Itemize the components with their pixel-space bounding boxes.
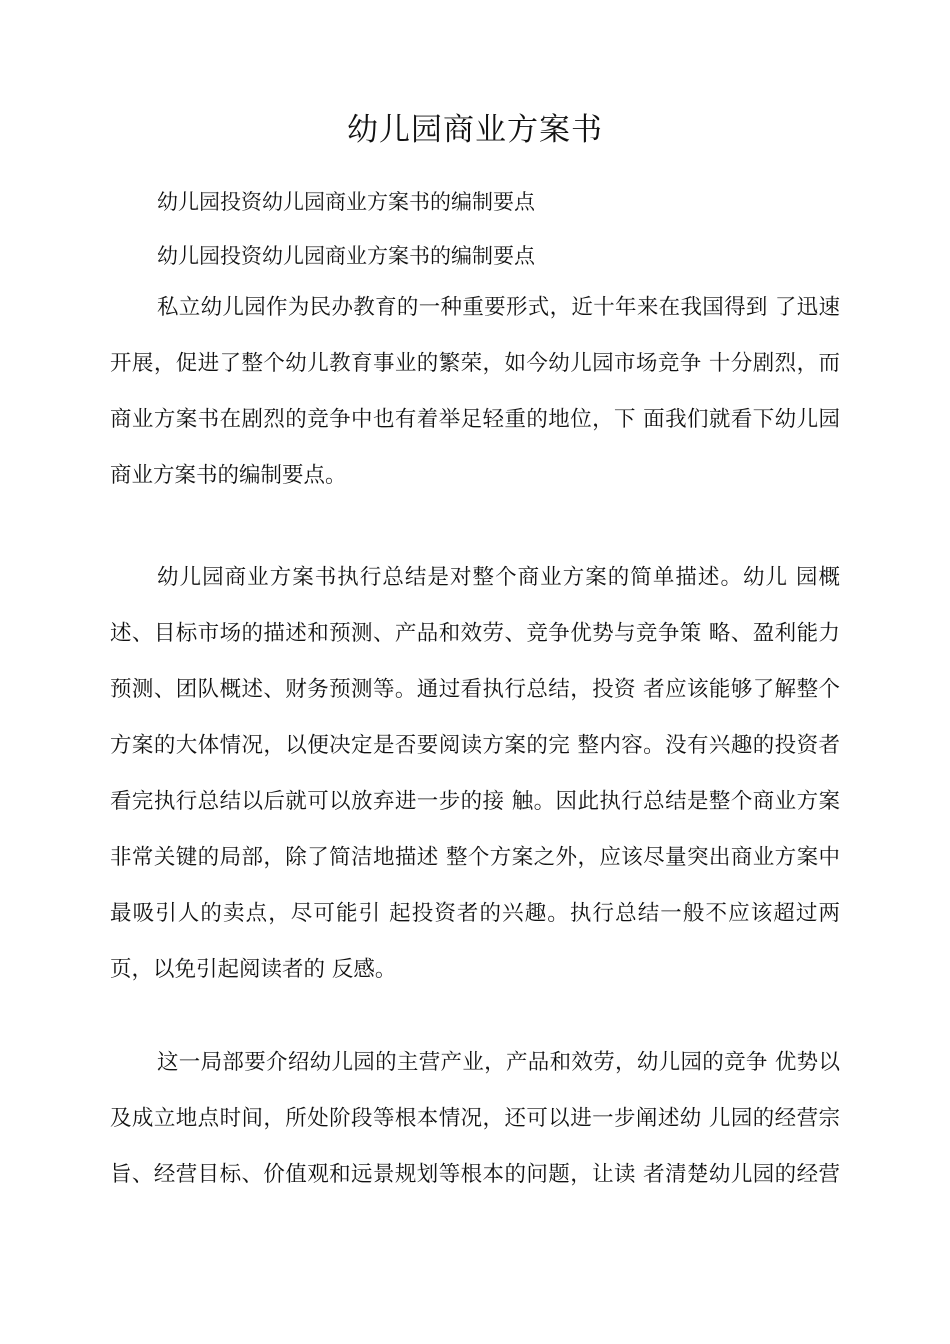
paragraph-line: 述、目标市场的描述和预测、产品和效劳、竞争优势与竞争策 略、盈利能力 [110,621,840,646]
paragraph-line: 幼儿园商业方案书执行总结是对整个商业方案的简单描述。幼儿 园概 [157,565,840,590]
paragraph-line: 预测、团队概述、财务预测等。通过看执行总结，投资 者应该能够了解整个 [110,677,840,702]
paragraph-line: 及成立地点时间，所处阶段等根本情况，还可以进一步阐述幼 儿园的经营宗 [110,1106,840,1131]
paragraph-line: 方案的大体情况，以便决定是否要阅读方案的完 整内容。没有兴趣的投资者 [110,733,840,758]
paragraph-line: 私立幼儿园作为民办教育的一种重要形式，近十年来在我国得到 了迅速 [157,295,840,320]
paragraph-line: 页，以免引起阅读者的 反感。 [110,957,397,982]
subheading-2: 幼儿园投资幼儿园商业方案书的编制要点 [157,244,535,268]
paragraph-line: 非常关键的局部，除了简洁地描述 整个方案之外，应该尽量突出商业方案中 [110,845,840,870]
paragraph-line: 最吸引人的卖点，尽可能引 起投资者的兴趣。执行总结一般不应该超过两 [110,901,840,926]
paragraph-company-overview [110,1035,840,1203]
paragraph-intro [110,280,840,504]
paragraph-line: 旨、经营目标、价值观和远景规划等根本的问题，让读 者清楚幼儿园的经营 [110,1162,840,1187]
paragraph-executive-summary [110,550,840,998]
subheading-1: 幼儿园投资幼儿园商业方案书的编制要点 [157,190,535,214]
paragraph-line: 商业方案书在剧烈的竞争中也有着举足轻重的地位，下 面我们就看下幼儿园 [110,407,840,432]
paragraph-line: 商业方案书的编制要点。 [110,463,347,488]
paragraph-line: 这一局部要介绍幼儿园的主营产业，产品和效劳，幼儿园的竞争 优势以 [157,1050,840,1075]
paragraph-line: 开展，促进了整个幼儿教育事业的繁荣，如今幼儿园市场竞争 十分剧烈，而 [110,351,840,376]
paragraph-line: 看完执行总结以后就可以放弃进一步的接 触。因此执行总结是整个商业方案 [110,789,840,814]
document-title: 幼儿园商业方案书 [347,112,603,148]
